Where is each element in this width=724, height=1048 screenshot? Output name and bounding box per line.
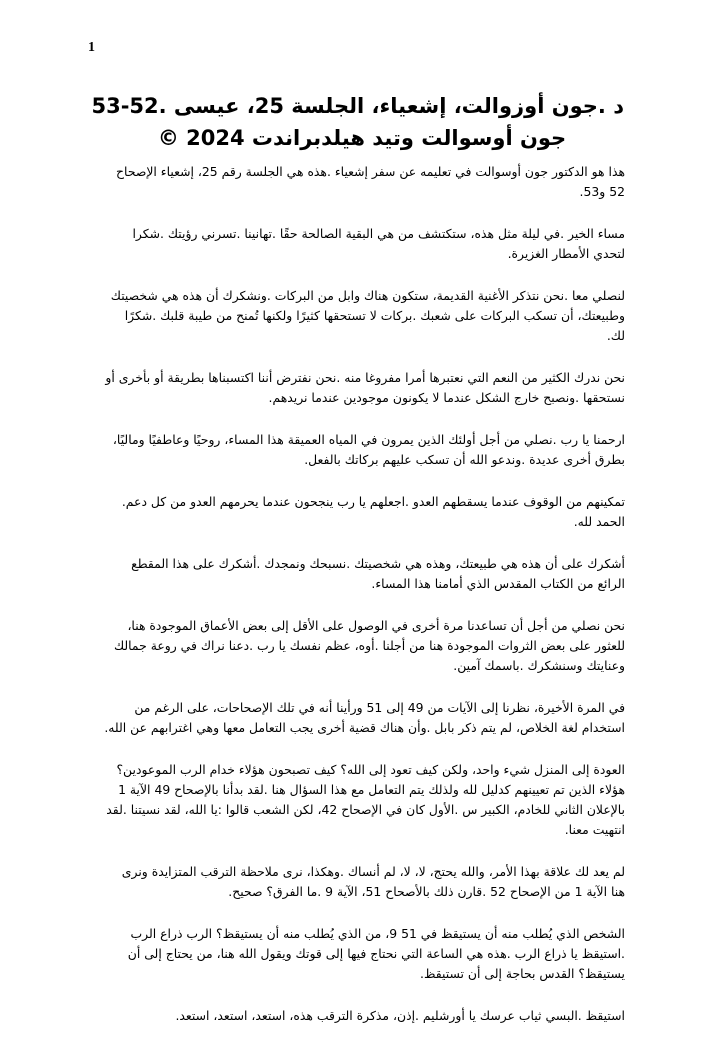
document-body bbox=[104, 162, 625, 1048]
paragraph-8: نحن نصلي من أجل أن تساعدنا مرة أخرى في الوصول على الأقل إلى بعض الأعماق الموجودة هنا، للعثور على بعض الثروات الموجودة هنا من أجلنا .أوه، عظم نفسك يا رب .دعنا نراك في روعة جمالك وعنايتك وسنشكرك .باسمك آمين. bbox=[113, 618, 625, 673]
paragraph-9: في المرة الأخيرة، نظرنا إلى الآيات من 49 إلى 51 ورأينا أنه في تلك الإصحاحات، على الرغم من استخدام لغة الخلاص، لم يتم ذكر بابل .وأن هناك قضية أخرى يجب التعامل معها وهي اغترابهم عن الله. bbox=[104, 700, 625, 735]
paragraph-6: تمكينهم من الوقوف عندما يسقطهم العدو .اجعلهم يا رب ينجحون عندما يحرمهم العدو من كل دعم. الحمد لله. bbox=[121, 494, 625, 529]
paragraph-7: أشكرك على أن هذه هي طبيعتك، وهذه هي شخصيتك .نسبحك ونمجدك .أشكرك على هذا المقطع الرائع من الكتاب المقدس الذي أمامنا هذا المساء. bbox=[131, 556, 625, 591]
paragraph-5: ارحمنا يا رب .نصلي من أجل أولئك الذين يمرون في المياه العميقة هذا المساء، روحيًا وعاطفيًا وماليًا، بطرق أخرى عديدة .وندعو الله أن تسكب عليهم بركاتك بالفعل. bbox=[112, 432, 625, 467]
page-number: 1 bbox=[88, 40, 95, 55]
paragraph-12: الشخص الذي يُطلب منه أن يستيقظ في 51 9، من الذي يُطلب منه أن يستيقظ؟ الرب ذراع الرب .استيقظ يا ذراع الرب .هذه هي الساعة التي نحتاج فيها إلى قوتك ويقول الله هنا، من يحتاج إلى أن يستيقظ؟ القدس بحاجة إلى أن تستيقظ. bbox=[127, 926, 625, 981]
document-title bbox=[91, 90, 624, 154]
title-line-1: د .جون أوزوالت، إشعياء، الجلسة 25، عيسى .52-53 bbox=[91, 94, 624, 118]
paragraph-2: مساء الخير .في ليلة مثل هذه، ستكتشف من هي البقية الصالحة حقًا .تهانينا .تسرني رؤيتك .شكرا لتحدي الأمطار الغزيرة. bbox=[132, 226, 625, 261]
paragraph-1: هذا هو الدكتور جون أوسوالت في تعليمه عن سفر إشعياء .هذه هي الجلسة رقم 25، إشعياء الإصحاح 52 و53. bbox=[116, 164, 625, 199]
paragraph-13: استيقظ .البسي ثياب عرسك يا أورشليم .إذن، مذكرة الترقب هذه، استعد، استعد، استعد. bbox=[175, 1008, 625, 1023]
paragraph-4: نحن ندرك الكثير من النعم التي نعتبرها أمرا مفروغا منه .نحن نفترض أننا اكتسبناها بطريقة أو بأخرى أو نستحقها .ونصبح خارج الشكل عندما لا يكونون موجودين عندما نريدهم. bbox=[105, 370, 625, 405]
title-line-2: جون أوسوالت وتيد هيلدبراندت 2024 © bbox=[157, 126, 567, 150]
paragraph-3: لنصلي معا .نحن نتذكر الأغنية القديمة، ستكون هناك وابل من البركات .ونشكرك أن هذه هي شخصيتك وطبيعتك، أن تسكب البركات على شعبك .بركات لا تستحقها كثيرًا ولكنها تُمنح من طيبة قلبك .شكرًا لك. bbox=[110, 288, 625, 343]
paragraph-11: لم يعد لك علاقة بهذا الأمر، والله يحتج، لا، لا، لم أنساك .وهكذا، نرى ملاحظة الترقب المتزايدة ونرى هنا الآية 1 من الإصحاح 52 .قارن ذلك بالأصحاح 51، الآية 9 .ما الفرق؟ صحيح. bbox=[121, 864, 625, 899]
paragraph-10: العودة إلى المنزل شيء واحد، ولكن كيف تعود إلى الله؟ كيف تصبحون هؤلاء خدام الرب الموعودين؟ هؤلاء الذين تم تعيينهم كدليل لله ولذلك يتم التعامل مع هذا السؤال هنا .لقد بدأنا بالإصحاح 49 الآية 1 بالإعلان الثاني للخادم، الكبير س .الأول كان في الإصحاح 42، لكن الشعب قالوا :يا الله، لقد نسيتنا .لقد انتهيت معنا. bbox=[106, 762, 625, 837]
